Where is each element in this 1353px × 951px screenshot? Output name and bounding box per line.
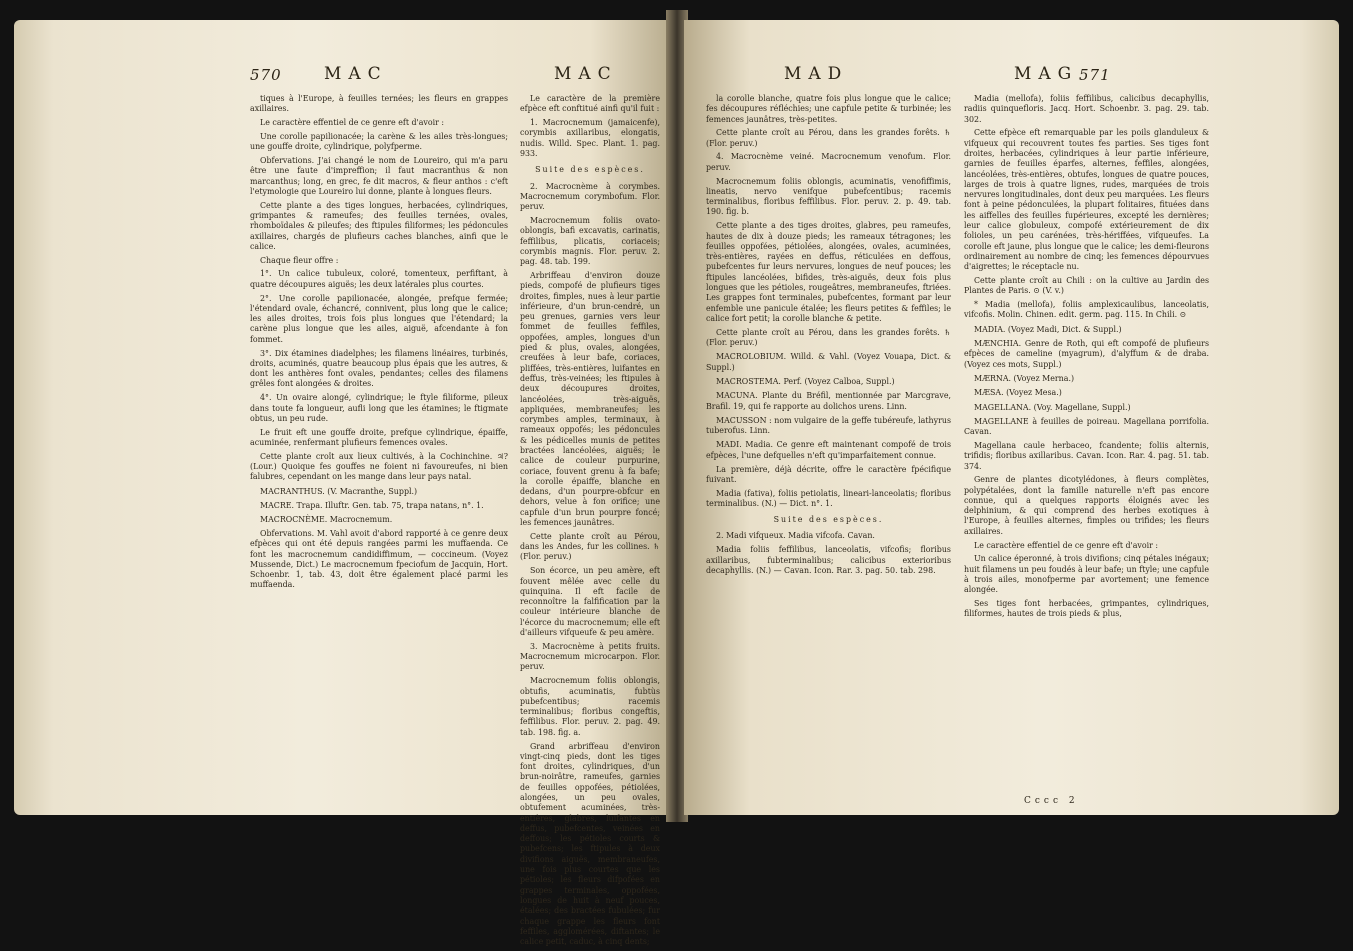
paragraph: Macrocnemum foliis oblongis, obtufis, acuminatis, fubtùs pubefcentibus; racemis terminalibus; floribus congeftis, feffilibus. Flor. peruv. 2. pag. 49. tab. 198. fig. a. xyxy=(520,676,660,737)
paragraph: 1°. Un calice tubuleux, coloré, tomenteux, perfiftant, à quatre découpures aiguës; les deux latérales plus courtes. xyxy=(250,269,508,289)
paragraph: MACROSTEMA. Perf. (Voyez Calboa, Suppl.) xyxy=(716,376,895,386)
paragraph: 4°. Un ovaire alongé, cylindrique; le ftyle filiforme, pileux dans toute fa longueur, aufli long que les étamines; le ftigmate obtus, un peu rude. xyxy=(250,393,508,423)
paragraph: Le caractère effentiel de ce genre eft d'avoir : xyxy=(974,540,1159,550)
paragraph: MACROLOBIUM. Willd. & Vahl. (Voyez Vouapa, Dict. & Suppl.) xyxy=(706,352,951,372)
paragraph: 4. Macrocnème veiné. Macrocnemum venofum. Flor. peruv. xyxy=(706,152,951,172)
paragraph: MACUSSON : nom vulgaire de la geffe tubéreufe, lathyrus tuberofus. Linn. xyxy=(706,415,951,436)
right-page xyxy=(684,20,1339,815)
running-head-left-2: MAC xyxy=(554,64,618,84)
paragraph: MAGELLANA. (Voy. Magellane, Suppl.) xyxy=(974,402,1131,412)
paragraph: MÆRNA. (Voyez Merna.) xyxy=(974,373,1075,383)
paragraph: la corolle blanche, quatre fois plus longue que le calice; fes découpures réfléchies; une capfule petite & turbinée; les femences jaunâtres, très-petites. xyxy=(706,94,951,124)
page-number-left: 570 xyxy=(250,66,282,84)
open-book xyxy=(14,10,1339,947)
paragraph: Magellana caule herbaceo, fcandente; foliis alternis, trifidis; floribus axillaribus. Cavan. Icon. Rar. 4. pag. 51. tab. 374. xyxy=(964,440,1209,471)
paragraph: MACRANTHUS. (V. Macranthe, Suppl.) xyxy=(260,486,418,496)
right-column-2 xyxy=(964,94,1209,623)
paragraph: Grand arbriffeau d'environ vingt-cinq pieds, dont les tiges font droites, cylindriques, d'un brun-noirâtre, rameufes, garnies de feuilles oppofées, pétiolées, alongées, un peu ovales, obtufement acuminées, très-entières, glabres, luifantes en deffus, pubefcentes, veinées en deffous; les pétioles courts & pubefcens; les ftipules à deux divifions aiguës, membraneufes, une fois plus courtes que les pétioles; les fleurs difpofées en grappes terminales, oppofées, longues de huit à neuf pouces, étalées; des bractées fubulées; fur chaque grappe les fleurs font feffiles, agglomérées, diftantes; le calice petit, caduc, à cinq dents; xyxy=(520,741,660,947)
paragraph: 3°. Dix étamines diadelphes; les filamens linéaires, turbinés, droits, acuminés, quatre beaucoup plus épais que les autres, & dont les anthères font ovales, pendantes; celles des filamens grêles font alongées & droites. xyxy=(250,348,508,389)
paragraph: 3. Macrocnème à petits fruits. Macrocnemum microcarpon. Flor. peruv. xyxy=(520,641,660,672)
paragraph: 2. Macrocnème à corymbes. Macrocnemum corymbofum. Flor. peruv. xyxy=(520,181,660,212)
paragraph: Cette plante croît au Pérou, dans les grandes forêts. ♄ (Flor. peruv.) xyxy=(706,128,951,148)
running-head-right: MAD xyxy=(784,64,849,84)
paragraph: Arbriffeau d'environ douze pieds, compofé de plufieurs tiges droites, fimples, nues à leur partie inférieure, d'un brun-cendré, un peu grenues, garnies vers leur fommet de feuilles feffiles, oppofées, amples, longues d'un pied & plus, ovales, alongées, creufées à leur bafe, coriaces, pliffées, très-entières, luifantes en deffus, très-veinées; les ftipules à deux découpures droites, lancéolées, très-aiguës, appliquées, membraneufes; les corymbes amples, terminaux, à rameaux oppofés; les pédoncules & les pédicelles munis de petites bractées lancéolées, aiguës; le calice de couleur purpurine, coriace, fouvent grenu à fa bafe; la corolle épaiffe, blanche en dedans, d'un pourpre-obfcur en dehors, velue à fon orifice; une capfule d'un brun pourpre foncé; les femences jaunâtres. xyxy=(520,270,660,528)
paragraph: Genre de plantes dicotylédones, à fleurs complètes, polypétalées, dont la famille naturelle n'eft pas encore connue, qui a quelques rapports éloignés avec les delphinium, & qui comprend des herbes exotiques à l'Europe, à feuilles alternes, fimples ou trifides; les fleurs axillaires. xyxy=(964,475,1209,536)
paragraph: 2°. Une corolle papilionacée, alongée, prefque fermée; l'étendard ovale, échancré, connivent, plus long que le calice; les ailes droites, trois fois plus longues que l'étendard; la carène plus longue que les ailes, aiguë, afcendante à fon fommet. xyxy=(250,293,508,344)
running-head-left: MAC xyxy=(324,64,388,84)
paragraph: * Madia (mellofa), foliis amplexicaulibus, lanceolatis, vifcofis. Molin. Chinen. edit. germ. pag. 115. In Chili. ⊙ xyxy=(964,300,1209,320)
paragraph: Madia (fativa), foliis petiolatis, lineari-lanceolatis; floribus terminalibus. (N.) — Dict. n°. 1. xyxy=(706,488,951,508)
paragraph: Suite des espèces. xyxy=(535,165,645,175)
paragraph: Cette plante croît au Pérou, dans les grandes forêts. ♄ (Flor. peruv.) xyxy=(706,327,951,348)
paragraph: Cette plante croît au Chili : on la cultive au Jardin des Plantes de Paris. ⊙ (V. v.) xyxy=(964,276,1209,296)
paragraph: Chaque fleur offre : xyxy=(260,255,339,265)
paragraph: Le caractère effentiel de ce genre eft d'avoir : xyxy=(260,118,445,128)
paragraph: MADI. Madia. Ce genre eft maintenant compofé de trois efpèces, l'une defquelles n'eft qu'imparfaitement connue. xyxy=(706,440,951,460)
page-number-right: 571 xyxy=(1079,66,1111,84)
paragraph: Macrocnemum foliis oblongis, acuminatis, venofiffimis, lineatis, nervo venifque pubefcentibus; racemis terminalibus, floribus feffilibus. Flor. peruv. 2. p. 49. tab. 190. fig. b. xyxy=(706,176,951,217)
paragraph: Cette plante croît aux lieux cultivés, à la Cochinchine. ♃? (Lour.) Quoique fes gouffes ne foient ni favoureufes, ni bien falubres, cependant on les mange dans leur pays natal. xyxy=(250,451,508,482)
paragraph: Le fruit eft une gouffe droite, prefque cylindrique, épaiffe, acuminée, renfermant plufieurs femences ovales. xyxy=(250,427,508,447)
paragraph: MÆNCHIA. Genre de Roth, qui eft compofé de plufieurs efpèces de cameline (myagrum), d'alyffum & de draba. (Voyez ces mots, Suppl.) xyxy=(964,339,1209,369)
right-column-1 xyxy=(706,94,951,580)
paragraph: Une corolle papilionacée; la carène & les ailes très-longues; une gouffe droite, cylindrique, polyfperme. xyxy=(250,131,508,152)
paragraph: Cette plante a des tiges droites, glabres, peu rameufes, hautes de dix à douze pieds; les rameaux tétragones; les feuilles oppofées, pétiolées, alongées, ovales, acuminées, très-entières, rayées en deffus, réticulées en deffous, pubefcentes fur leurs nervures, longues de neuf pouces; les ftipules lancéolées, bifides, très-aiguës, deux fois plus longues que les pétioles, rougeâtres, membraneufes, ftriées. Les grappes font terminales, pubefcentes, formant par leur enfemble une panicule étalée; les fleurs petites & feffiles; le calice fort petit; la corolle blanche & petite. xyxy=(706,221,951,323)
paragraph: Macrocnemum foliis ovato-oblongis, bafi excavatis, carinatis, feffilibus, plicatis, coriaceis; corymbis magnis. Flor. peruv. 2. pag. 48. tab. 199. xyxy=(520,215,660,267)
paragraph: MACRE. Trapa. Illuftr. Gen. tab. 75, trapa natans, n°. 1. xyxy=(260,500,484,510)
paragraph: 1. Macrocnemum (jamaicenfe), corymbis axillaribus, elongatis, nudis. Willd. Spec. Plant. 1. pag. 933. xyxy=(520,118,660,158)
left-column-2 xyxy=(520,94,660,951)
paragraph: Cette plante croît au Pérou, dans les Andes, fur les collines. ♄ (Flor. peruv.) xyxy=(520,531,660,562)
signature-mark: Cccc 2 xyxy=(1024,796,1079,806)
paragraph: Madia foliis feffilibus, lanceolatis, vifcofis; floribus axillaribus, fubterminalibus; calicibus exterioribus decaphyllis. (N.) — Cavan. Icon. Rar. 3. pag. 50. tab. 298. xyxy=(706,545,951,575)
paragraph: Madia (mellofa), foliis feffilibus, calicibus decaphyllis, radiis quinquefloris. Jacq. Hort. Schoenbr. 3. pag. 29. tab. 302. xyxy=(964,94,1209,124)
paragraph: Obfervations. J'ai changé le nom de Loureiro, qui m'a paru être une faute d'impreffion; il faut macranthus & non marcanthus; long, en grec, fe dit macros, & fleur anthos : c'eft l'etymologie que Loureiro lui donne, plante à longues fleurs. xyxy=(250,155,508,196)
paragraph: Un calice éperonné, à trois divifions; cinq pétales inégaux; huit filamens un peu foudés à leur bafe; un ftyle; une capfule à trois ailes, monofperme par avortement; une femence alongée. xyxy=(964,554,1209,595)
paragraph: Cette plante a des tiges longues, herbacées, cylindriques, grimpantes & rameufes; des feuilles ternées, ovales, rhomboïdales & pileufes; des ftipules filiformes; les pédoncules axillaires, chargés de plufieurs caches blanches, ainfi que le calice. xyxy=(250,200,508,251)
running-head-right-2: MAG xyxy=(1014,64,1079,84)
paragraph: Obfervations. M. Vahl avoit d'abord rapporté à ce genre deux efpèces qui ont été depuis rangées parmi les muffaenda. Ce font les macrocnemum candidiffimum, — coccineum. (Voyez Mussende, Dict.) Le macrocnemum fpeciofum de Jacquin, Hort. Schoenbr. 1, tab. 43, doit être également placé parmi les muffaenda. xyxy=(250,528,508,590)
paragraph: La première, déjà décrite, offre le caractère fpécifique fuivant. xyxy=(706,464,951,484)
left-page xyxy=(14,20,669,947)
paragraph: Le caractère de la première efpèce eft conftitué ainfi qu'il fuit : xyxy=(520,94,660,114)
paragraph: tiques à l'Europe, à feuilles ternées; les fleurs en grappes axillaires. xyxy=(250,94,508,114)
paragraph: Son écorce, un peu amère, eft fouvent mêlée avec celle du quinquina. Il eft facile de reconnoître la falfification par la couleur intérieure blanche de l'écorce du macrocnemum; elle eft d'ailleurs vifqueufe & peu amère. xyxy=(520,566,660,638)
paragraph: MADIA. (Voyez Madi, Dict. & Suppl.) xyxy=(974,324,1122,334)
paragraph: MACROCNÈME. Macrocnemum. xyxy=(260,515,393,525)
left-column-1 xyxy=(250,94,508,594)
paragraph: 2. Madi vifqueux. Madia vifcofa. Cavan. xyxy=(716,531,875,541)
paragraph: Cette efpèce eft remarquable par les poils glanduleux & vifqueux qui recouvrent toutes fes parties. Ses tiges font droites, herbacées, cylindriques à leur partie inférieure, garnies de feuilles éparfes, alternes, feffiles, alongées, lancéolées, très-entières, obtufes, longues de quatre pouces, larges de trois à quatre lignes, rudes, marquées de trois nervures longitudinales, dont deux peu marquées. Les fleurs font à peine pédonculées, la plupart folitaires, fituées dans les aiffelles des feuilles fupérieures, excepté les dernières; leur calice globuleux, compofé extérieurement de dix folioles, un peu carénées, très-hériffées, vifqueufes. La corolle eft jaune, plus longue que le calice; les demi-fleurons ordinairement au nombre de cinq; les femences dépourvues d'aigrettes; le réceptacle nu. xyxy=(964,128,1209,272)
paragraph: MAGELLANE à feuilles de poireau. Magellana porrifolia. Cavan. xyxy=(964,416,1209,437)
paragraph: Suite des espèces. xyxy=(773,515,884,525)
paragraph: Ses tiges font herbacées, grimpantes, cylindriques, filiformes, hautes de trois pieds & plus, xyxy=(964,599,1209,619)
paragraph: MACUNA. Plante du Bréfil, mentionnée par Marcgrave, Brafil. 19, qui fe rapporte au dolichos urens. Linn. xyxy=(706,391,951,411)
paragraph: MÆSA. (Voyez Mesa.) xyxy=(974,388,1062,398)
